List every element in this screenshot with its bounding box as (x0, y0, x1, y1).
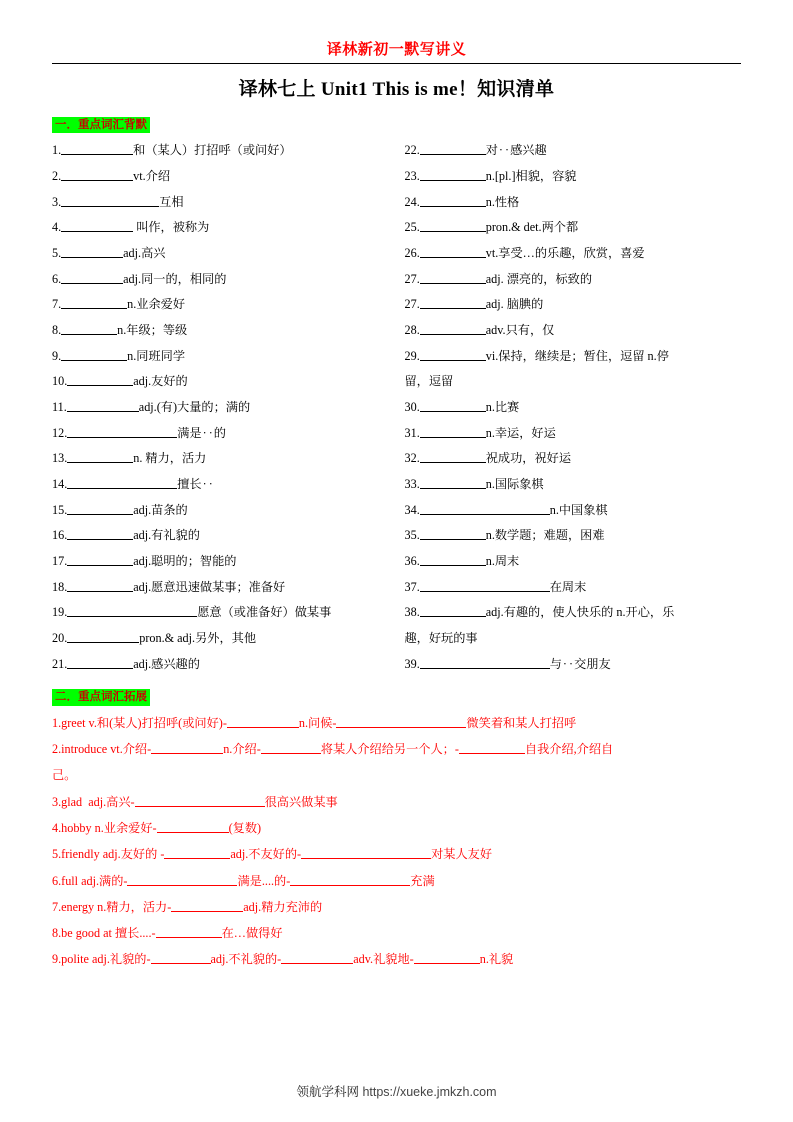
extension-item-number: 4. (52, 820, 62, 835)
fill-in-blank[interactable] (67, 426, 177, 438)
extension-item-text: 满是....的- (237, 873, 291, 888)
vocab-item-number: 23. (404, 169, 420, 184)
fill-in-blank[interactable] (67, 657, 133, 669)
vocab-item (405, 142, 742, 158)
fill-in-blank[interactable] (420, 272, 486, 284)
vocab-item-number: 20. (52, 630, 68, 645)
vocab-item (52, 553, 387, 569)
vocab-item (52, 399, 387, 415)
vocab-item (52, 271, 387, 287)
vocab-item (52, 527, 387, 543)
vocab-item (405, 271, 742, 287)
vocab-item (405, 194, 742, 210)
fill-in-blank[interactable] (261, 742, 321, 754)
fill-in-blank[interactable] (156, 926, 222, 938)
extension-item-number: 5. (52, 847, 62, 862)
vocab-item (405, 168, 742, 184)
section-1-tag: 一．重点词汇背默 (52, 117, 150, 133)
vocab-item-number: 10. (52, 374, 68, 389)
vocab-item (52, 579, 387, 595)
fill-in-blank[interactable] (171, 900, 243, 912)
vocab-item-text: adj. 脑腆的 (485, 297, 544, 312)
vocab-item-number: 19. (52, 605, 68, 620)
vocab-item-number: 16. (52, 528, 68, 543)
vocab-item (405, 245, 742, 261)
fill-in-blank[interactable] (227, 716, 299, 728)
footer (0, 1082, 793, 1100)
vocab-item-number: 22. (404, 143, 420, 158)
extension-item-text: 对某人友好 (431, 847, 493, 862)
extension-item (52, 899, 741, 916)
vocab-item (405, 399, 742, 415)
fill-in-blank[interactable] (61, 195, 159, 207)
extension-item-text: hobby n.业余爱好- (61, 820, 157, 835)
fill-in-blank[interactable] (67, 503, 133, 515)
fill-in-blank[interactable] (301, 847, 431, 859)
fill-in-blank[interactable] (420, 246, 486, 258)
vocab-item (52, 168, 387, 184)
extension-item-number: 9. (52, 952, 62, 967)
fill-in-blank[interactable] (420, 605, 486, 617)
fill-in-blank[interactable] (336, 716, 466, 728)
vocab-item (52, 142, 387, 158)
vocab-item-text: pron.& adj.另外，其他 (139, 630, 257, 645)
vocab-item-text: n.比赛 (485, 399, 520, 414)
vocab-item-number: 21. (52, 656, 68, 671)
vocab-item-number: 11. (52, 399, 67, 414)
vocab-item (52, 604, 387, 620)
vocab-item (52, 348, 387, 364)
vocab-item (405, 322, 742, 338)
extension-item-number: 6. (52, 873, 62, 888)
section-1-heading (52, 115, 741, 133)
extension-item-text: 将某人介绍给另一个人；- (320, 741, 459, 756)
footer-brand: 领航学科网 (296, 1085, 359, 1099)
vocab-item-number: 27. (404, 271, 420, 286)
extension-item (52, 794, 741, 811)
extension-item-text: 己。 (52, 768, 77, 783)
vocab-item (405, 630, 742, 646)
vocab-item-number: 34. (404, 502, 420, 517)
vocab-item-text: n.幸运，好运 (485, 425, 556, 440)
vocab-item (52, 476, 387, 492)
extension-item-text: glad adj.高兴- (61, 794, 135, 809)
section-2-heading (52, 687, 741, 705)
extension-item (52, 873, 741, 890)
vocab-item (405, 502, 742, 518)
vocab-item-text: adj.愿意迅速做某事；准备好 (133, 579, 286, 594)
extension-list (52, 715, 741, 969)
fill-in-blank[interactable] (61, 169, 133, 181)
fill-in-blank[interactable] (420, 426, 486, 438)
extension-item-number: 2. (52, 741, 62, 756)
vocab-item-text: adj.有趣的，使人快乐的 n.开心，乐 (485, 605, 675, 620)
vocab-item-text: adj.同一的，相同的 (123, 271, 227, 286)
fill-in-blank[interactable] (151, 952, 211, 964)
extension-item-text: polite adj.礼貌的- (61, 952, 151, 967)
extension-item (52, 846, 741, 863)
vocab-item-text: n.中国象棋 (549, 502, 608, 517)
vocab-item (52, 296, 387, 312)
vocab-item-number: 39. (404, 656, 420, 671)
fill-in-blank[interactable] (67, 605, 197, 617)
vocab-item-text: pron.& det.两个都 (485, 220, 579, 235)
vocab-item (52, 425, 387, 441)
page-title: 译林七上 Unit1 This is me！知识清单 (238, 79, 555, 100)
vocab-item-text: vt.享受…的乐趣，欣赏，喜爱 (485, 246, 645, 260)
vocab-item-text: n.年级；等级 (117, 322, 188, 337)
vocab-item-number: 32. (404, 451, 420, 466)
vocab-item-number: 37. (404, 579, 420, 594)
extension-item-text: friendly adj.友好的 - (61, 847, 165, 862)
vocab-item (405, 476, 742, 492)
fill-in-blank[interactable] (127, 874, 237, 886)
vocab-item-text: adj.(有)大量的；满的 (138, 399, 251, 414)
vocab-item (52, 630, 387, 646)
vocab-item (52, 450, 387, 466)
vocab-item (52, 656, 387, 672)
extension-item-number: 1. (52, 715, 62, 730)
vocab-item-text: adj.高兴 (123, 246, 166, 260)
vocab-item-text: n.数学题；难题，困难 (485, 528, 605, 543)
fill-in-blank[interactable] (420, 195, 486, 207)
extension-item-text: adj.精力充沛的 (243, 899, 323, 914)
vocab-item (405, 425, 742, 441)
vocab-item-text: adj.友好的 (133, 374, 188, 389)
vocab-item-number: 27. (404, 297, 420, 312)
fill-in-blank[interactable] (151, 742, 223, 754)
fill-in-blank[interactable] (420, 528, 486, 540)
fill-in-blank[interactable] (61, 220, 133, 232)
extension-item-text: n.介绍- (223, 741, 261, 756)
vocab-item-text: 趣，好玩的事 (404, 630, 478, 645)
extension-item (52, 820, 741, 837)
vocab-item (52, 219, 387, 235)
vocab-item-text: adj.聪明的；智能的 (133, 553, 237, 568)
vocab-item (405, 656, 742, 672)
vocab-item (52, 245, 387, 261)
vocab-item-text: 对‥感兴趣 (485, 143, 547, 158)
vocab-item-text: n. 精力，活力 (133, 451, 207, 466)
vocab-item-number: 25. (404, 220, 420, 235)
vocab-item (405, 579, 742, 595)
vocab-item-text: 满是‥的 (177, 425, 226, 440)
vocab-item-number: 18. (52, 579, 68, 594)
extension-item-number: 7. (52, 899, 62, 914)
fill-in-blank[interactable] (420, 657, 550, 669)
vocab-item-text: 和（某人）打招呼（或问好） (133, 143, 292, 158)
vocab-item-number: 28. (404, 322, 420, 337)
vocab-item-number: 15. (52, 502, 68, 517)
vocab-item-text: n.业余爱好 (127, 297, 186, 312)
header-red-title: 译林新初一默写讲义 (326, 42, 467, 58)
vocab-item (405, 296, 742, 312)
vocab-item-number: 6. (52, 271, 62, 286)
fill-in-blank[interactable] (420, 297, 486, 309)
vocab-item-text: 擅长‥ (177, 476, 214, 491)
vocab-item (405, 553, 742, 569)
fill-in-blank[interactable] (67, 580, 133, 592)
fill-in-blank[interactable] (420, 554, 486, 566)
vocab-item-number: 33. (404, 476, 420, 491)
extension-item-text: adj.不礼貌的- (210, 952, 282, 967)
vocab-column-right (397, 142, 742, 681)
vocab-item-number: 17. (52, 553, 68, 568)
header-divider (52, 63, 741, 64)
vocab-item-number: 24. (404, 194, 420, 209)
extension-item-text: 自我介绍,介绍自 (524, 741, 614, 756)
extension-item-text: adj.不友好的- (230, 847, 302, 862)
vocab-item-text: adv.只有，仅 (485, 322, 555, 337)
vocab-item (405, 348, 742, 364)
fill-in-blank[interactable] (61, 323, 117, 335)
vocab-item-text: n.[pl.]相貌，容貌 (485, 169, 577, 184)
fill-in-blank[interactable] (61, 143, 133, 155)
fill-in-blank[interactable] (67, 528, 133, 540)
vocab-item (405, 527, 742, 543)
fill-in-blank[interactable] (61, 297, 127, 309)
extension-item (52, 741, 741, 758)
fill-in-blank[interactable] (420, 477, 486, 489)
vocab-item (405, 604, 742, 620)
vocab-item-text: adj.苗条的 (133, 502, 188, 517)
vocab-item-number: 14. (52, 476, 68, 491)
fill-in-blank[interactable] (67, 477, 177, 489)
extension-item-number: 3. (52, 794, 62, 809)
vocab-item-number: 9. (52, 348, 62, 363)
fill-in-blank[interactable] (67, 554, 133, 566)
vocab-item (405, 450, 742, 466)
vocab-item-text: vi.保持，继续是；暂住，逗留 n.停 (485, 348, 669, 363)
vocab-item-number: 35. (404, 528, 420, 543)
fill-in-blank[interactable] (290, 874, 410, 886)
vocab-item-text: 愿意（或准备好）做某事 (197, 605, 332, 620)
fill-in-blank[interactable] (420, 503, 550, 515)
vocab-item-text: 互相 (159, 194, 184, 209)
fill-in-blank[interactable] (67, 400, 139, 412)
vocab-item-text: adj.感兴趣的 (133, 656, 200, 671)
extension-item-text: 充满 (410, 873, 435, 888)
vocab-item-number: 3. (52, 194, 62, 209)
fill-in-blank[interactable] (420, 143, 486, 155)
vocab-item-text: vt.介绍 (133, 169, 171, 184)
vocab-item-number: 4. (52, 220, 62, 235)
extension-item-text: full adj.满的- (61, 873, 128, 888)
vocab-item-text: 叫作，被称为 (133, 220, 210, 235)
extension-item (52, 951, 741, 968)
fill-in-blank[interactable] (61, 272, 123, 284)
vocab-item-number: 7. (52, 297, 62, 312)
extension-item (52, 767, 741, 784)
fill-in-blank[interactable] (281, 952, 353, 964)
extension-item-text: n.礼貌 (479, 952, 514, 967)
vocab-item-number: 13. (52, 451, 68, 466)
vocab-item (405, 219, 742, 235)
extension-item-text: greet v.和(某人)打招呼(或问好)- (61, 715, 227, 730)
vocab-columns (52, 142, 741, 681)
extension-item-text: 在…做得好 (221, 926, 283, 941)
fill-in-blank[interactable] (67, 631, 139, 643)
fill-in-blank[interactable] (420, 323, 486, 335)
fill-in-blank[interactable] (420, 349, 486, 361)
vocab-item-text: n.国际象棋 (485, 476, 544, 491)
vocab-item-number: 31. (404, 425, 420, 440)
fill-in-blank[interactable] (67, 374, 133, 386)
fill-in-blank[interactable] (157, 821, 229, 833)
vocab-item-text: 留，逗留 (404, 374, 454, 389)
vocab-item (52, 502, 387, 518)
fill-in-blank[interactable] (414, 952, 480, 964)
vocab-item-text: 与‥交朋友 (549, 656, 611, 671)
fill-in-blank[interactable] (420, 400, 486, 412)
fill-in-blank[interactable] (61, 349, 127, 361)
fill-in-blank[interactable] (420, 451, 486, 463)
vocab-item-number: 36. (404, 553, 420, 568)
extension-item-text: energy n.精力，活力- (61, 899, 172, 914)
vocab-item-text: 祝成功，祝好运 (485, 451, 572, 466)
vocab-item-number: 1. (52, 143, 62, 158)
vocab-item-text: adj.有礼貌的 (133, 528, 200, 543)
extension-item-text: n.问候- (298, 715, 337, 730)
extension-item-number: 8. (52, 926, 62, 941)
fill-in-blank[interactable] (164, 847, 230, 859)
vocab-item-number: 2. (52, 169, 62, 184)
extension-item-text: introduce vt.介绍- (61, 741, 152, 756)
extension-item-text: (复数) (228, 820, 262, 835)
vocab-item-number: 8. (52, 322, 62, 337)
vocab-item (52, 194, 387, 210)
footer-url: https://xueke.jmkzh.com (362, 1085, 497, 1099)
vocab-item-number: 30. (404, 399, 420, 414)
vocab-item-number: 5. (52, 246, 62, 260)
vocab-column-left (52, 142, 397, 681)
extension-item-text: 很高兴做某事 (264, 794, 338, 809)
vocab-item-text: n.性格 (485, 194, 520, 209)
fill-in-blank[interactable] (67, 451, 133, 463)
vocab-item (52, 373, 387, 389)
vocab-item (52, 322, 387, 338)
vocab-item-number: 26. (404, 246, 420, 260)
extension-item (52, 715, 741, 732)
vocab-item-text: n.同班同学 (127, 348, 186, 363)
vocab-item (405, 373, 742, 389)
fill-in-blank[interactable] (420, 169, 486, 181)
fill-in-blank[interactable] (61, 246, 123, 258)
vocab-item-text: n.周末 (485, 553, 520, 568)
fill-in-blank[interactable] (459, 742, 525, 754)
vocab-item-number: 12. (52, 425, 68, 440)
section-2-tag: 二．重点词汇拓展 (52, 689, 150, 705)
vocab-item-number: 29. (404, 348, 420, 363)
extension-item (52, 925, 741, 942)
extension-item-text: adv.礼貌地- (353, 952, 414, 967)
extension-item-text: be good at 擅长....- (61, 926, 156, 941)
fill-in-blank[interactable] (420, 580, 550, 592)
vocab-item-number: 38. (404, 605, 420, 620)
fill-in-blank[interactable] (420, 220, 486, 232)
vocab-item-text: 在周末 (549, 579, 587, 594)
fill-in-blank[interactable] (135, 795, 265, 807)
extension-item-text: 微笑着和某人打招呼 (466, 715, 577, 730)
vocab-item-text: adj. 漂亮的，标致的 (485, 271, 593, 286)
